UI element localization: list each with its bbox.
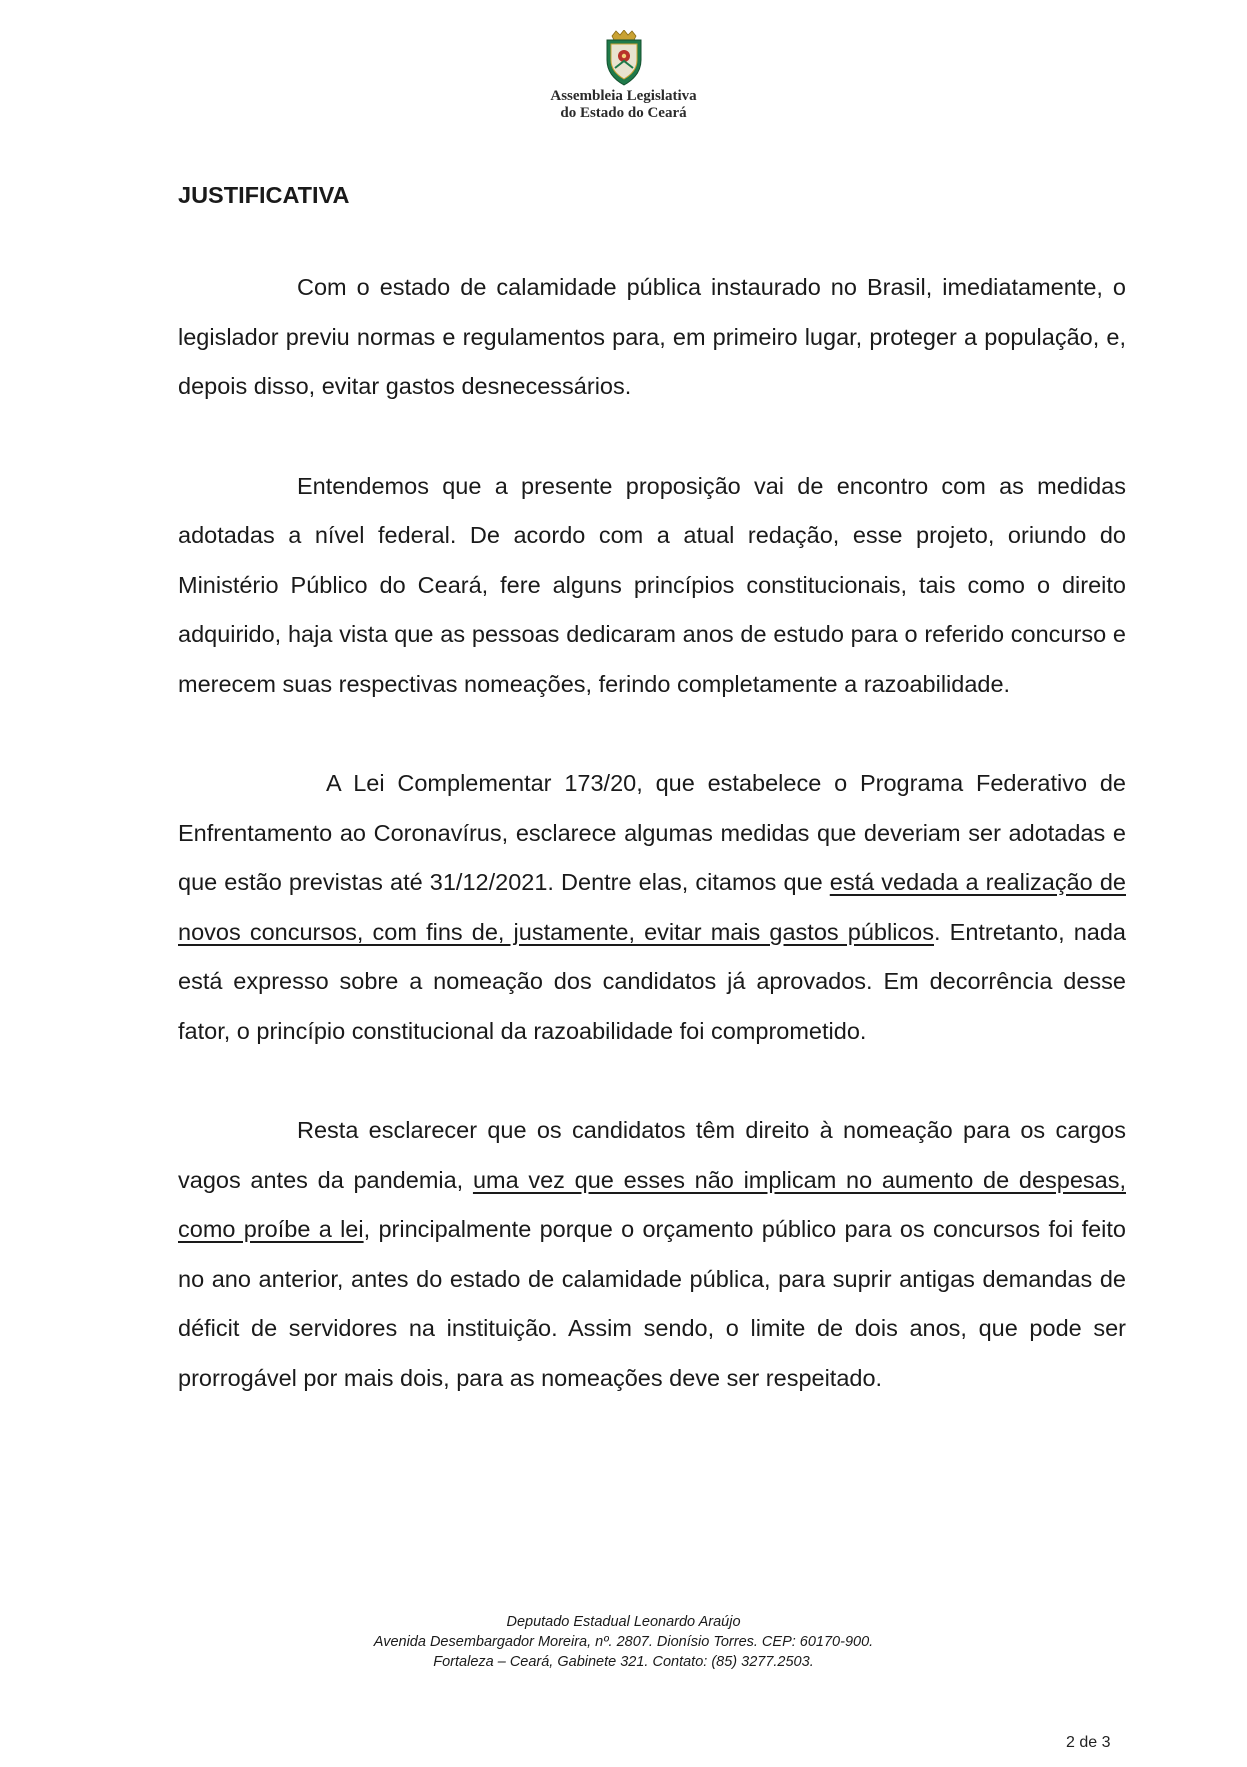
org-name-line1: Assembleia Legislativa: [550, 88, 697, 104]
section-title: JUSTIFICATIVA: [178, 182, 350, 208]
paragraph-4-text-b: , principalmente porque o orçamento público para os concursos foi feito no ano anterior, antes do estado de calamidade pública, para suprir antigas demandas de déficit de servidores na instituição. Assim sendo, o limite de dois anos, que pode ser prorrogável por mais dois, para as nomeações deve ser respeitado.: [178, 1216, 1126, 1391]
paragraph-3-underlined: está vedada a realização de novos concursos, com fins de, justamente, evitar mais gastos públicos: [178, 869, 1126, 945]
footer-author: Deputado Estadual Leonardo Araújo: [506, 1614, 741, 1630]
paragraph-4: [178, 1106, 1126, 1403]
paragraph-3: [178, 759, 1126, 1056]
paragraph-2: Entendemos que a presente proposição vai de encontro com as medidas adotadas a nível federal. De acordo com a atual redação, esse projeto, oriundo do Ministério Público do Ceará, fere alguns princípios constitucionais, tais como o direito adquirido, haja vista que as pessoas dedicaram anos de estudo para o referido concurso e merecem suas respectivas nomeações, ferindo completamente a razoabilidade.: [178, 472, 1126, 697]
coat-of-arms-icon: [601, 30, 647, 86]
footer-contact: Fortaleza – Ceará, Gabinete 321. Contato: (85) 3277.2503.: [433, 1654, 814, 1670]
document-header: [0, 30, 1247, 122]
paragraph-3-text-b: . Entretanto, nada está expresso sobre a nomeação dos candidatos já aprovados. Em decorrência desse fator, o princípio constitucional da razoabilidade foi comprometido.: [178, 918, 1126, 1044]
page-number: 2 de 3: [1066, 1734, 1111, 1751]
footer-address: Avenida Desembargador Moreira, nº. 2807. Dionísio Torres. CEP: 60170-900.: [373, 1634, 874, 1650]
paragraph-1: Com o estado de calamidade pública instaurado no Brasil, imediatamente, o legislador previu normas e regulamentos para, em primeiro lugar, proteger a população, e, depois disso, evitar gastos desnecessários.: [178, 274, 1126, 399]
organization-name: [0, 88, 1247, 122]
paragraph-4-text-a: Resta esclarecer que os candidatos têm direito à nomeação para os cargos vagos antes da pandemia,: [178, 1117, 1126, 1193]
org-name-line2: do Estado do Ceará: [560, 105, 687, 121]
document-body: [178, 175, 1126, 1403]
paragraph-4-underlined: uma vez que esses não implicam no aumento de despesas, como proíbe a lei: [178, 1166, 1126, 1242]
paragraph-3-text-a: A Lei Complementar 173/20, que estabelece o Programa Federativo de Enfrentamento ao Coronavírus, esclarece algumas medidas que deveriam ser adotadas e que estão previstas até 31/12/2021. Dentre elas, citamos que: [178, 770, 1126, 895]
document-footer: [0, 1612, 1247, 1672]
